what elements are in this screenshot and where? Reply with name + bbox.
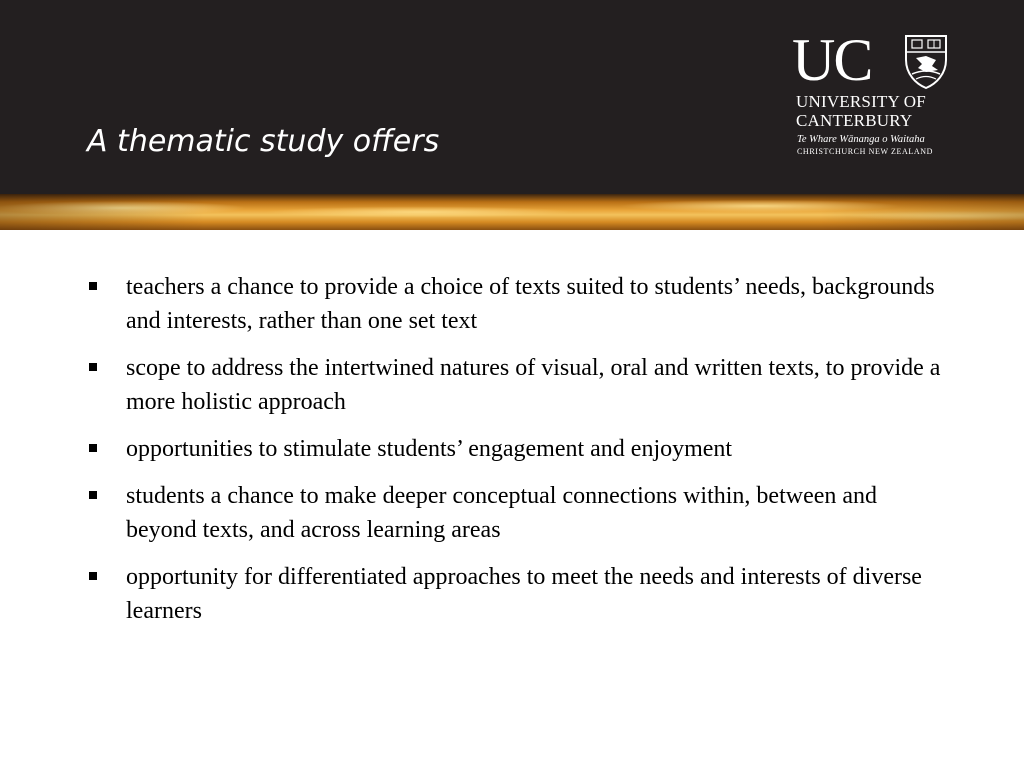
logo-initials: UC (792, 27, 872, 93)
bullet-list (88, 270, 948, 641)
bullet-item (88, 432, 948, 466)
logo-maori-name: Te Whare Wānanga o Waitaha (797, 134, 925, 145)
bullet-text: students a chance to make deeper conceptual connections within, between and beyond texts, and across learning areas (126, 483, 878, 543)
slide-title: A thematic study offers (87, 124, 440, 159)
bullet-item (88, 479, 948, 547)
square-bullet-icon (89, 444, 97, 452)
crest-icon (902, 34, 950, 90)
university-logo (792, 27, 952, 160)
bullet-item (88, 351, 948, 419)
bullet-item (88, 270, 948, 338)
bullet-item (88, 560, 948, 628)
logo-university-of: UNIVERSITY OF (796, 92, 926, 111)
logo-location: CHRISTCHURCH NEW ZEALAND (797, 147, 934, 156)
square-bullet-icon (89, 491, 97, 499)
square-bullet-icon (89, 282, 97, 290)
square-bullet-icon (89, 363, 97, 371)
bullet-text: teachers a chance to provide a choice of texts suited to students’ needs, backgrounds and interests, rather than one set text (126, 274, 935, 334)
bullet-text: opportunities to stimulate students’ engagement and enjoyment (126, 436, 733, 462)
logo-canterbury: CANTERBURY (796, 111, 913, 130)
decorative-gold-band (0, 194, 1024, 230)
bullet-text: opportunity for differentiated approaches to meet the needs and interests of diverse learners (126, 564, 922, 624)
square-bullet-icon (89, 572, 97, 580)
header-bar (0, 0, 1024, 194)
bullet-text: scope to address the intertwined natures of visual, oral and written texts, to provide a more holistic approach (126, 355, 941, 415)
